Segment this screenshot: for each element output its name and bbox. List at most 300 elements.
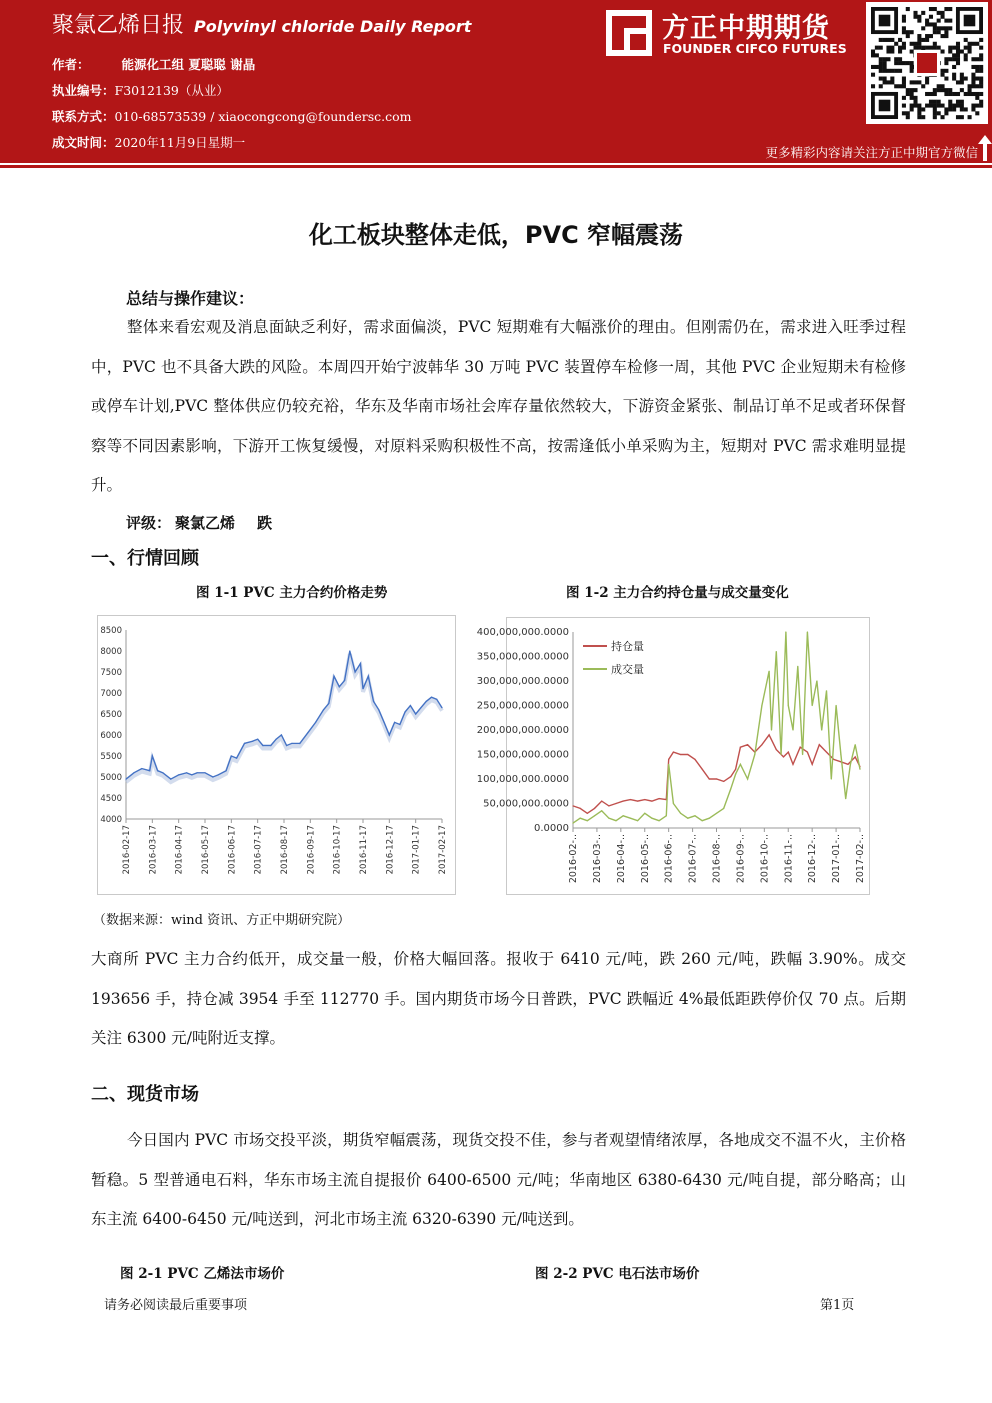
data-point xyxy=(197,772,198,773)
chart-oi-volume xyxy=(476,617,870,895)
qr-module xyxy=(917,19,921,23)
chart-pvc-price-svg xyxy=(98,616,455,894)
license-line xyxy=(52,81,229,99)
qr-module xyxy=(952,107,956,111)
x-tick-label: 2017-01-.. xyxy=(831,834,843,884)
data-point xyxy=(785,631,786,632)
qr-module xyxy=(944,77,948,81)
series-line-1 xyxy=(126,651,442,779)
data-point xyxy=(723,808,724,809)
data-point xyxy=(821,729,822,730)
y-tick-label: 300,000,000.0000 xyxy=(476,676,569,687)
data-point xyxy=(594,815,595,816)
qr-module xyxy=(971,73,975,77)
qr-module xyxy=(894,61,898,65)
qr-module xyxy=(979,69,983,73)
qr-module xyxy=(933,107,937,111)
qr-module xyxy=(910,92,914,96)
qr-module xyxy=(902,26,906,30)
license-value: F3012139（从业） xyxy=(114,83,229,98)
data-point xyxy=(344,680,345,681)
data-point xyxy=(431,697,432,698)
data-point xyxy=(716,778,717,779)
data-point xyxy=(812,705,813,706)
data-point xyxy=(644,799,645,800)
qr-code-icon[interactable] xyxy=(866,2,988,124)
figure-2-2-caption: 图 2-2 PVC 电石法市场价 xyxy=(535,1266,700,1282)
qr-module xyxy=(890,46,894,50)
data-point xyxy=(694,815,695,816)
qr-module xyxy=(968,84,972,88)
data-point xyxy=(702,769,703,770)
data-point xyxy=(125,779,126,780)
data-point xyxy=(608,805,609,806)
data-point xyxy=(850,764,851,765)
qr-module xyxy=(941,49,945,53)
x-tick-label: 2016-07-.. xyxy=(687,834,699,884)
qr-module xyxy=(879,46,883,50)
qr-module xyxy=(913,88,917,92)
data-point xyxy=(349,650,350,651)
chart-pvc-price xyxy=(97,615,456,895)
data-point xyxy=(244,743,245,744)
qr-module xyxy=(879,77,883,81)
qr-module xyxy=(906,30,910,34)
qr-module xyxy=(925,104,929,108)
data-point xyxy=(666,815,667,816)
qr-module xyxy=(964,107,968,111)
data-point xyxy=(191,774,192,775)
data-point xyxy=(360,663,361,664)
contact-label: 联系方式： xyxy=(52,109,115,124)
y-tick-label: 8000 xyxy=(100,647,122,657)
y-tick-label: 100,000,000.0000 xyxy=(476,774,569,785)
x-tick-label: 2016-05-.. xyxy=(639,834,651,884)
section2-text: 今日国内 PVC 市场交投平淡，期货窄幅震荡，现货交投不佳，参与者观望情绪浓厚，各地成交不温不火，主价格暂稳。5 型普通电石料，华东市场主流自提报价 6400-6500 元/吨；华南地区 6380-6430 元/吨自提，部分略高；山东主流 6400-6450 元/吨送到，河北市场主流 6320-6390 元/吨送到。 xyxy=(91,1131,906,1228)
qr-module xyxy=(921,11,925,15)
data-point xyxy=(859,769,860,770)
qr-module xyxy=(941,115,945,119)
rating-product: 聚氯乙烯 xyxy=(175,514,236,532)
x-tick-label: 2017-01-17 xyxy=(411,825,422,875)
qr-module xyxy=(886,57,890,61)
y-tick-label: 6500 xyxy=(100,710,122,720)
summary-heading: 总结与操作建议： xyxy=(126,289,255,308)
data-point xyxy=(281,734,282,735)
qr-module xyxy=(902,46,906,50)
qr-module xyxy=(925,34,929,38)
qr-module xyxy=(913,42,917,46)
qr-module xyxy=(941,11,945,15)
x-tick-label: 2016-08-17 xyxy=(280,825,290,875)
qr-module xyxy=(906,34,910,38)
report-title xyxy=(52,8,471,39)
qr-module xyxy=(898,49,902,53)
qr-module xyxy=(979,38,983,42)
contact-value[interactable]: 010-68573539 / xiaocongcong@foundersc.com xyxy=(114,109,412,124)
data-point xyxy=(847,764,848,765)
qr-module xyxy=(968,46,972,50)
qr-module xyxy=(937,104,941,108)
data-point xyxy=(807,751,808,752)
qr-module xyxy=(952,92,956,96)
qr-module xyxy=(906,88,910,92)
section1-heading: 一、行情回顾 xyxy=(91,548,199,569)
qr-module xyxy=(898,84,902,88)
data-point xyxy=(771,729,772,730)
data-point xyxy=(788,705,789,706)
author-value: 能源化工组 夏聪聪 谢晶 xyxy=(121,57,256,72)
qr-module xyxy=(890,49,894,53)
data-point xyxy=(441,707,442,708)
qr-module xyxy=(956,57,960,61)
data-point xyxy=(186,772,187,773)
qr-module xyxy=(956,46,960,50)
qr-module xyxy=(879,65,883,69)
data-point xyxy=(436,699,437,700)
qr-module xyxy=(929,7,933,11)
qr-module xyxy=(979,104,983,108)
qr-module xyxy=(937,26,941,30)
qr-module xyxy=(925,77,929,81)
section1-text: 大商所 PVC 主力合约低开，成交量一般，价格大幅回落。报收于 6410 元/吨，跌 260 元/吨，跌幅 3.90%。成交 193656 手，持仓减 3954 手至 112770 手。国内期货市场今日普跌，PVC 跌幅近 4%最低距跌停价仅 70 点。后期关注 6300 元/吨附近支撑。 xyxy=(91,950,906,1047)
x-tick-label: 2016-03-17 xyxy=(148,825,159,875)
qr-center-logo xyxy=(917,53,937,73)
data-point xyxy=(608,818,609,819)
qr-module xyxy=(956,92,960,96)
qr-module xyxy=(925,80,929,84)
data-point xyxy=(262,745,263,746)
section2-paragraph xyxy=(91,1121,906,1240)
data-point xyxy=(218,774,219,775)
qr-module xyxy=(979,53,983,57)
author-label: 作者： xyxy=(52,57,90,72)
qr-module xyxy=(875,53,879,57)
data-point xyxy=(835,705,836,706)
qr-module xyxy=(971,57,975,61)
qr-module xyxy=(883,77,887,81)
qr-module xyxy=(890,38,894,42)
company-logo-icon xyxy=(606,10,652,56)
data-point xyxy=(415,713,416,714)
data-point xyxy=(204,772,205,773)
date-value: 2020年11月9日星期一 xyxy=(114,135,246,150)
date-label: 成文时间： xyxy=(52,135,115,150)
qr-module xyxy=(886,46,890,50)
qr-module xyxy=(948,88,952,92)
qr-module xyxy=(960,77,964,81)
qr-module xyxy=(968,88,972,92)
data-point xyxy=(572,805,573,806)
y-tick-label: 7000 xyxy=(100,689,122,699)
data-point xyxy=(252,741,253,742)
qr-module xyxy=(956,42,960,46)
data-point xyxy=(776,651,777,652)
section2-heading: 二、现货市场 xyxy=(91,1084,199,1105)
qr-module xyxy=(917,46,921,50)
qr-module xyxy=(956,100,960,104)
qr-module xyxy=(971,92,975,96)
series-line-1 xyxy=(573,735,860,813)
qr-module xyxy=(948,57,952,61)
qr-module xyxy=(883,61,887,65)
qr-module xyxy=(975,42,979,46)
qr-module xyxy=(979,65,983,69)
qr-module xyxy=(948,100,952,104)
data-point xyxy=(845,798,846,799)
qr-module xyxy=(913,15,917,19)
qr-module xyxy=(964,38,968,42)
data-point xyxy=(630,818,631,819)
data-point xyxy=(152,755,153,756)
figure-1-1-caption: 图 1-1 PVC 主力合约价格走势 xyxy=(196,585,388,601)
qr-module xyxy=(925,22,929,26)
qr-module xyxy=(910,65,914,69)
data-point xyxy=(236,758,237,759)
qr-module xyxy=(975,104,979,108)
data-point xyxy=(797,666,798,667)
data-point xyxy=(792,764,793,765)
x-tick-label: 2017-02-.. xyxy=(855,834,866,884)
data-point xyxy=(178,774,179,775)
qr-finder xyxy=(879,15,891,27)
data-point xyxy=(368,676,369,677)
qr-module xyxy=(910,96,914,100)
qr-module xyxy=(902,84,906,88)
qr-module xyxy=(913,80,917,84)
qr-module xyxy=(917,111,921,115)
qr-module xyxy=(898,57,902,61)
qr-module xyxy=(960,88,964,92)
qr-module xyxy=(979,77,983,81)
data-point xyxy=(276,739,277,740)
data-point xyxy=(673,751,674,752)
data-point xyxy=(637,800,638,801)
qr-module xyxy=(956,53,960,57)
qr-module xyxy=(964,92,968,96)
qr-module xyxy=(898,61,902,65)
qr-module xyxy=(975,84,979,88)
data-point xyxy=(680,754,681,755)
data-point xyxy=(270,745,271,746)
qr-module xyxy=(960,80,964,84)
qr-module xyxy=(929,34,933,38)
y-tick-label: 250,000,000.0000 xyxy=(476,700,569,712)
x-tick-label: 2016-02-17 xyxy=(122,825,132,875)
data-point xyxy=(840,754,841,755)
qr-module xyxy=(910,69,914,73)
rating-value: 跌 xyxy=(257,514,273,532)
report-title-cn: 聚氯乙烯日报 xyxy=(52,13,185,38)
x-tick-label: 2016-09-17 xyxy=(306,825,317,875)
qr-module xyxy=(964,77,968,81)
data-point xyxy=(776,749,777,750)
qr-module xyxy=(952,73,956,77)
qr-module xyxy=(910,61,914,65)
data-point xyxy=(623,815,624,816)
qr-module xyxy=(937,84,941,88)
qr-module xyxy=(913,46,917,50)
qr-module xyxy=(941,73,945,77)
qr-module xyxy=(902,61,906,65)
qr-module xyxy=(902,30,906,34)
qr-module xyxy=(956,115,960,119)
data-point xyxy=(323,709,324,710)
y-tick-label: 5500 xyxy=(100,752,122,762)
qr-module xyxy=(979,92,983,96)
data-point xyxy=(788,751,789,752)
figure-2-1-caption: 图 2-1 PVC 乙烯法市场价 xyxy=(120,1266,285,1282)
qr-module xyxy=(948,107,952,111)
qr-module xyxy=(925,92,929,96)
qr-module xyxy=(956,61,960,65)
qr-module xyxy=(902,96,906,100)
series-line-2 xyxy=(573,632,860,823)
data-point xyxy=(389,734,390,735)
data-point xyxy=(580,808,581,809)
data-point xyxy=(355,671,356,672)
qr-module xyxy=(971,84,975,88)
qr-module xyxy=(879,38,883,42)
qr-module xyxy=(941,15,945,19)
qr-module xyxy=(941,88,945,92)
qr-module xyxy=(921,115,925,119)
y-tick-label: 6000 xyxy=(100,731,122,741)
qr-module xyxy=(933,100,937,104)
qr-module xyxy=(941,26,945,30)
qr-module xyxy=(960,49,964,53)
qr-module xyxy=(883,65,887,69)
qr-module xyxy=(917,115,921,119)
qr-module xyxy=(975,111,979,115)
up-arrow-icon xyxy=(978,135,992,161)
qr-module xyxy=(921,26,925,30)
data-point xyxy=(601,800,602,801)
y-tick-label: 0.0000 xyxy=(534,823,569,834)
qr-module xyxy=(898,69,902,73)
y-tick-label: 200,000,000.0000 xyxy=(476,725,569,736)
data-point xyxy=(333,676,334,677)
data-point xyxy=(651,818,652,819)
qr-module xyxy=(894,42,898,46)
qr-module xyxy=(960,100,964,104)
series-shadow xyxy=(126,654,442,782)
document-title: 化工板块整体走低，PVC 窄幅震荡 xyxy=(308,221,684,249)
x-tick-label: 2016-10-17 xyxy=(332,825,343,875)
qr-module xyxy=(968,42,972,46)
qr-module xyxy=(937,11,941,15)
data-point xyxy=(587,820,588,821)
legend-label: 成交量 xyxy=(611,663,644,676)
qr-module xyxy=(948,19,952,23)
qr-module xyxy=(894,84,898,88)
data-point xyxy=(826,690,827,691)
qr-module xyxy=(952,53,956,57)
qr-module xyxy=(937,88,941,92)
company-name-en: FOUNDER CIFCO FUTURES xyxy=(663,41,847,56)
data-point xyxy=(637,820,638,821)
data-point xyxy=(826,751,827,752)
qr-module xyxy=(890,77,894,81)
qr-module xyxy=(952,46,956,50)
qr-module xyxy=(944,57,948,61)
data-point xyxy=(761,705,762,706)
qr-module xyxy=(944,19,948,23)
x-tick-label: 2016-06-17 xyxy=(227,825,238,875)
qr-module xyxy=(971,104,975,108)
data-point xyxy=(659,798,660,799)
data-point xyxy=(802,754,803,755)
qr-module xyxy=(975,69,979,73)
qr-module xyxy=(910,80,914,84)
qr-module xyxy=(925,19,929,23)
data-point xyxy=(426,701,427,702)
header-rule xyxy=(0,165,992,168)
data-point xyxy=(855,756,856,757)
qr-module xyxy=(971,80,975,84)
chart-oi-volume-svg xyxy=(476,618,869,894)
qr-module xyxy=(929,100,933,104)
data-point xyxy=(807,631,808,632)
qr-module xyxy=(875,65,879,69)
qr-module xyxy=(964,57,968,61)
qr-module xyxy=(902,42,906,46)
x-tick-label: 2016-07-17 xyxy=(253,825,264,875)
y-tick-label: 150,000,000.0000 xyxy=(476,749,569,761)
qr-module xyxy=(871,84,875,88)
author-line xyxy=(52,55,255,73)
x-tick-label: 2016-12-17 xyxy=(385,825,396,875)
data-point xyxy=(780,754,781,755)
qr-module xyxy=(933,104,937,108)
data-point xyxy=(315,722,316,723)
qr-finder xyxy=(879,100,891,112)
qr-module xyxy=(968,49,972,53)
y-tick-label: 7500 xyxy=(100,668,122,678)
qr-module xyxy=(913,104,917,108)
data-point xyxy=(783,756,784,757)
x-tick-label: 2016-12-.. xyxy=(807,834,819,884)
data-point xyxy=(812,764,813,765)
qr-module xyxy=(941,34,945,38)
data-point xyxy=(225,770,226,771)
x-tick-label: 2016-09-.. xyxy=(735,834,747,884)
qr-module xyxy=(917,38,921,42)
rating-label: 评级： xyxy=(126,514,172,532)
qr-module xyxy=(925,38,929,42)
qr-module xyxy=(929,46,933,50)
data-point xyxy=(149,770,150,771)
data-point xyxy=(157,770,158,771)
data-point xyxy=(747,778,748,779)
qr-module xyxy=(944,30,948,34)
qr-module xyxy=(960,73,964,77)
y-tick-label: 50,000,000.0000 xyxy=(483,798,569,810)
qr-module xyxy=(921,107,925,111)
x-tick-label: 2016-11-.. xyxy=(783,834,795,884)
qr-module xyxy=(933,30,937,34)
data-point xyxy=(735,774,736,775)
x-tick-label: 2016-04-.. xyxy=(615,834,627,884)
data-point xyxy=(299,743,300,744)
data-point xyxy=(212,776,213,777)
data-point xyxy=(291,743,292,744)
qr-module xyxy=(941,69,945,73)
data-point xyxy=(740,747,741,748)
qr-module xyxy=(921,84,925,88)
qr-module xyxy=(937,46,941,50)
qr-module xyxy=(883,57,887,61)
